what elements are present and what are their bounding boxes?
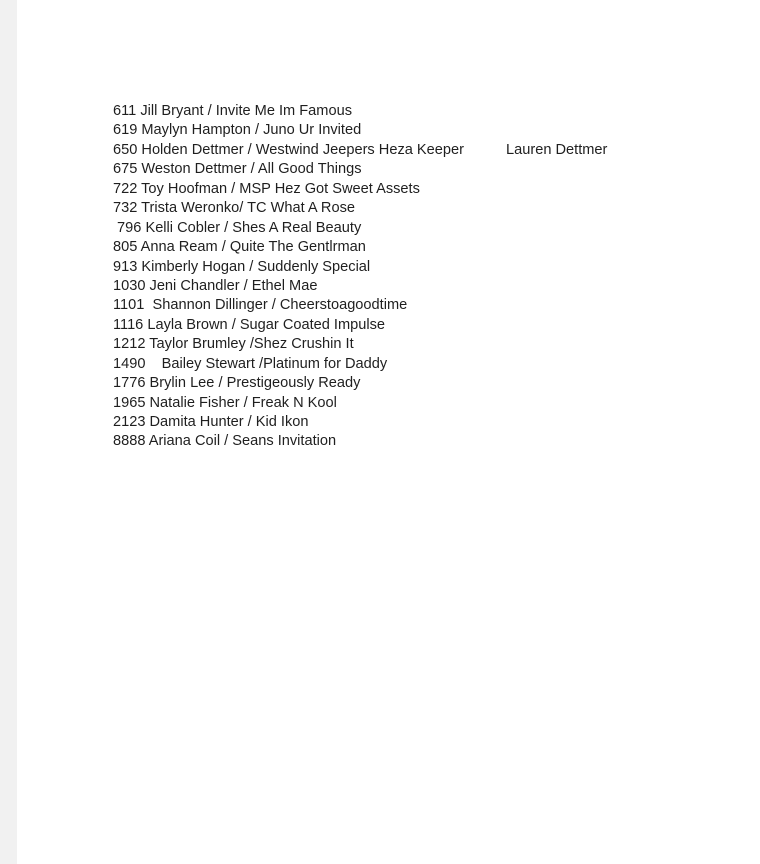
list-item: 1116 Layla Brown / Sugar Coated Impulse [113,316,386,333]
list-item: 1965 Natalie Fisher / Freak N Kool [113,394,337,411]
list-item: 1490 Bailey Stewart /Platinum for Daddy [113,355,388,372]
list-item: 619 Maylyn Hampton / Juno Ur Invited [113,122,362,139]
list-item: 2123 Damita Hunter / Kid Ikon [113,414,309,430]
list-item: 611 Jill Bryant / Invite Me Im Famous [113,103,352,119]
list-item: 732 Trista Weronko/ TC What A Rose [113,200,355,217]
list-item: 8888 Ariana Coil / Seans Invitation [113,433,337,450]
list-item: 650 Holden Dettmer / Westwind Jeepers Heza Keeper [113,141,464,158]
list-item: 1030 Jeni Chandler / Ethel Mae [113,277,318,294]
list-item: 805 Anna Ream / Quite The Gentlrman [113,239,366,256]
list-item: 1776 Brylin Lee / Prestigeously Ready [113,375,361,392]
list-item: 796 Kelli Cobler / Shes A Real Beauty [113,219,362,236]
list-item: 722 Toy Hoofman / MSP Hez Got Sweet Assets [113,180,420,197]
list-item: 1212 Taylor Brumley /Shez Crushin It [113,336,354,353]
list-item: 1101 Shannon Dillinger / Cheerstoagoodtime [113,297,408,314]
entry-list [113,102,464,452]
aside-note: Lauren Dettmer [506,142,608,158]
list-item: 913 Kimberly Hogan / Suddenly Special [113,258,371,275]
document-page [17,0,760,864]
list-item: 675 Weston Dettmer / All Good Things [113,161,362,178]
